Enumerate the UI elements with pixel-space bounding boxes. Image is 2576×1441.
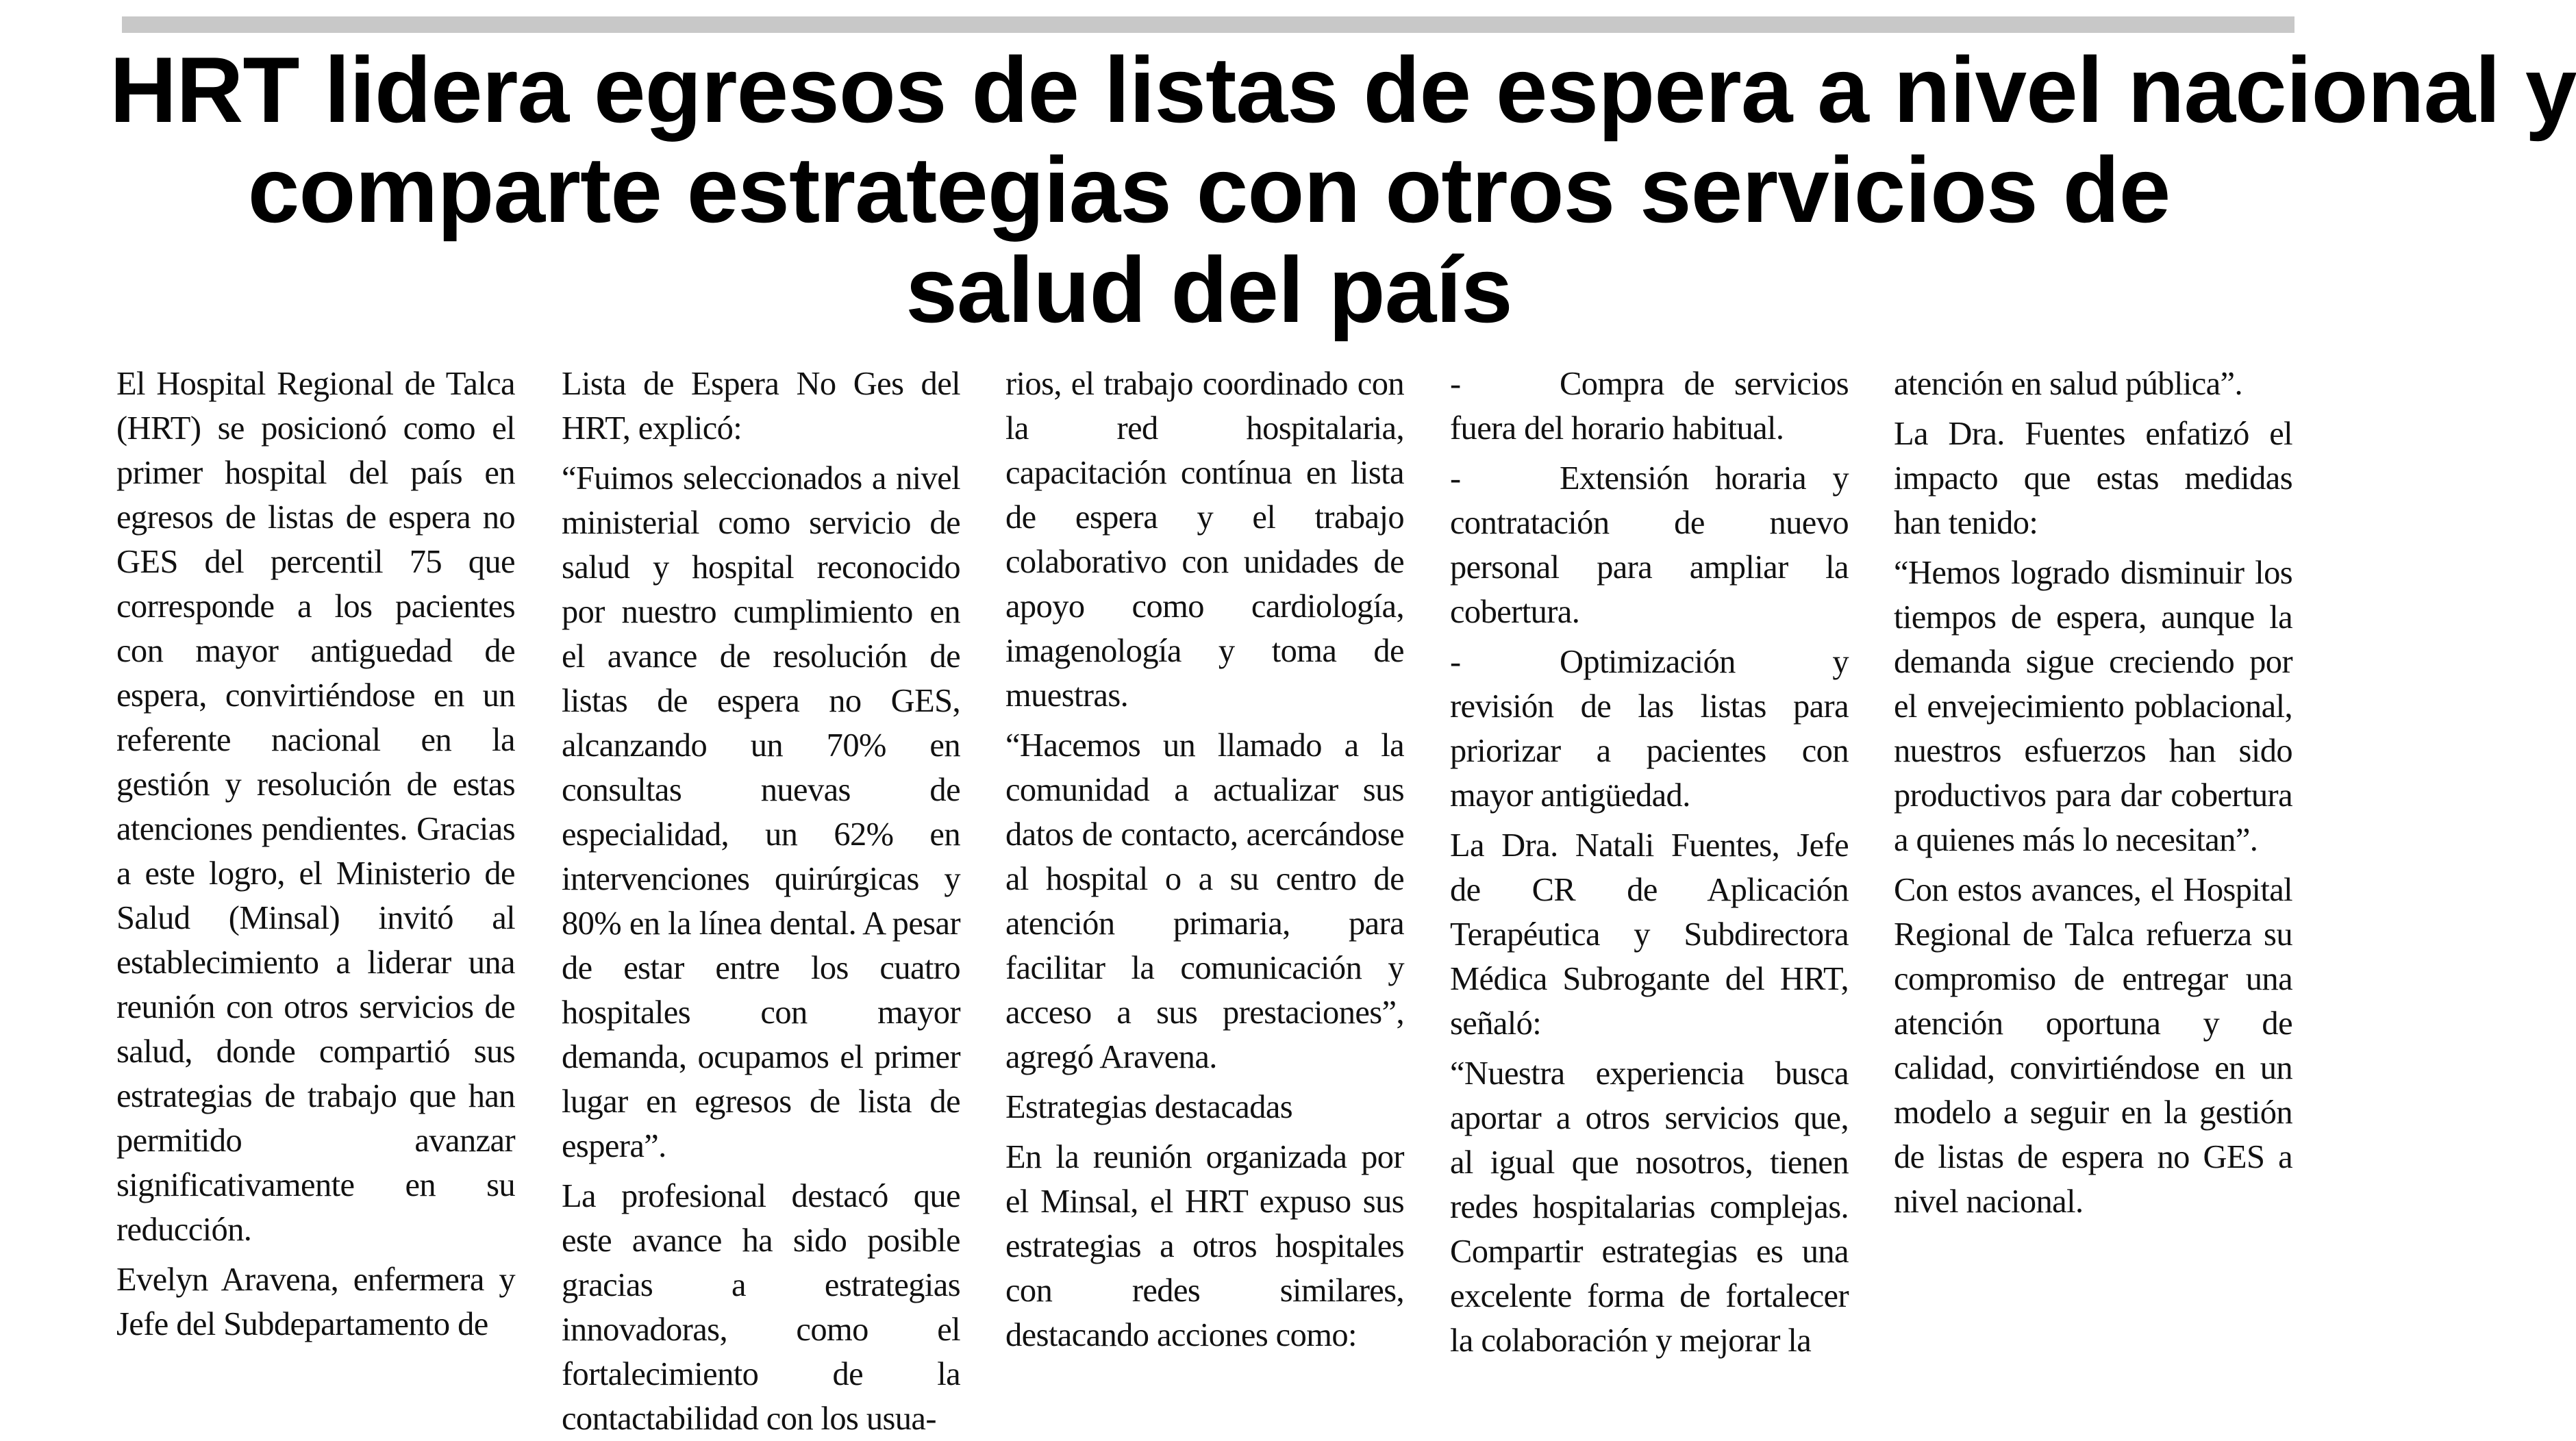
headline-line-2: comparte estrategias con otros servicios de — [247, 138, 2171, 242]
quote-fuentes-results: “Hemos logrado disminuir los tiempos de espera, aunque la demanda sigue creciendo por el envejecimiento poblacional, nuestros esfuerzos han sido productivos para dar cobertura a quienes más lo necesitan”. — [1894, 555, 2292, 858]
headline-line-1: HRT lidera egresos de listas de espera a nivel nacional y — [110, 38, 2576, 142]
column-3 — [1005, 362, 1404, 1353]
paragraph-strategies-list: rios, el trabajo coordinado con la red hospitalaria, capacitación contínua en lista de espera y el trabajo colaborativo con unidades de apoyo como cardiología, imagenología y toma de muestras. — [1005, 366, 1404, 714]
paragraph-fuentes-intro: La Dra. Natali Fuentes, Jefe de CR de Aplicación Terapéutica y Subdirectora Médica Subrogante del HRT, señaló: — [1450, 827, 1849, 1042]
paragraph-intro: El Hospital Regional de Talca (HRT) se posicionó como el primer hospital del país en egresos de listas de espera no GES del percentil 75 que corresponde a los pacientes con mayor antiguedad de espera, convirtiéndose en un referente nacional en la gestión y resolución de estas atenciones pendientes. Gracias a este logro, el Ministerio de Salud (Minsal) invitó al establecimiento a liderar una reunión con otros servicios de salud, donde compartió sus estrategias de trabajo que han permitido avanzar significativamente en su reducción. — [116, 366, 515, 1248]
column-4 — [1450, 362, 1849, 1359]
subheading-strategies: Estrategias destacadas — [1005, 1089, 1293, 1125]
bullet-item-3: - Optimización y revisión de las listas para priorizar a pacientes con mayor antigüedad. — [1450, 644, 1849, 814]
article-body — [116, 362, 2297, 1437]
paragraph-minsal-meeting: En la reunión organizada por el Minsal, el HRT expuso sus estrategias a otros hospitales con redes similares, destacando acciones como: — [1005, 1139, 1404, 1353]
quote-fuentes-experience: “Nuestra experiencia busca aportar a otros servicios que, al igual que nosotros, tienen redes hospitalarias complejas. Compartir estrategias es una excelente forma de fortalecer la colaboración y mejorar la — [1450, 1055, 1849, 1359]
headline-line-3: salud del país — [905, 238, 1512, 342]
top-rule — [122, 16, 2294, 33]
headline — [110, 38, 2576, 342]
paragraph-conclusion: Con estos avances, el Hospital Regional de Talca refuerza su compromiso de entregar una atención oportuna y de calidad, convirtiéndose en un modelo a seguir en la gestión de listas de espera no GES a nivel nacional. — [1894, 872, 2292, 1220]
column-5 — [1894, 362, 2292, 1334]
quote-fuentes-end: atención en salud pública”. — [1894, 366, 2243, 402]
bullet-item-1: - Compra de servicios fuera del horario habitual. — [1450, 366, 1849, 447]
paragraph-aravena-intro: Evelyn Aravena, enfermera y Jefe del Subdepartamento de — [116, 1262, 515, 1342]
column-1 — [116, 362, 515, 1342]
column-2 — [562, 362, 960, 1437]
quote-community-call: “Hacemos un llamado a la comunidad a actualizar sus datos de contacto, acercándose al hospital o a su centro de atención primaria, para facilitar la comunicación y acceso a sus prestaciones”, agregó Aravena. — [1005, 727, 1404, 1075]
quote-aravena: “Fuimos seleccionados a nivel ministerial como servicio de salud y hospital reconocido por nuestro cumplimiento en el avance de resolución de listas de espera no GES, alcanzando un 70% en consultas nuevas de especialidad, un 62% en intervenciones quirúrgicas y 80% en la línea dental. A pesar de estar entre los cuatro hospitales con mayor demanda, ocupamos el primer lugar en egresos de lista de espera”. — [562, 460, 960, 1164]
bullet-item-2: - Extensión horaria y contratación de nuevo personal para ampliar la cobertura. — [1450, 460, 1849, 630]
paragraph-strategies-intro: La profesional destacó que este avance ha sido posible gracias a estrategias innovadoras, como el fortalecimiento de la contactabilidad con los usua- — [562, 1178, 960, 1437]
paragraph-fuentes-impact: La Dra. Fuentes enfatizó el impacto que estas medidas han tenido: — [1894, 416, 2292, 541]
paragraph-aravena-role: Lista de Espera No Ges del HRT, explicó: — [562, 366, 960, 447]
